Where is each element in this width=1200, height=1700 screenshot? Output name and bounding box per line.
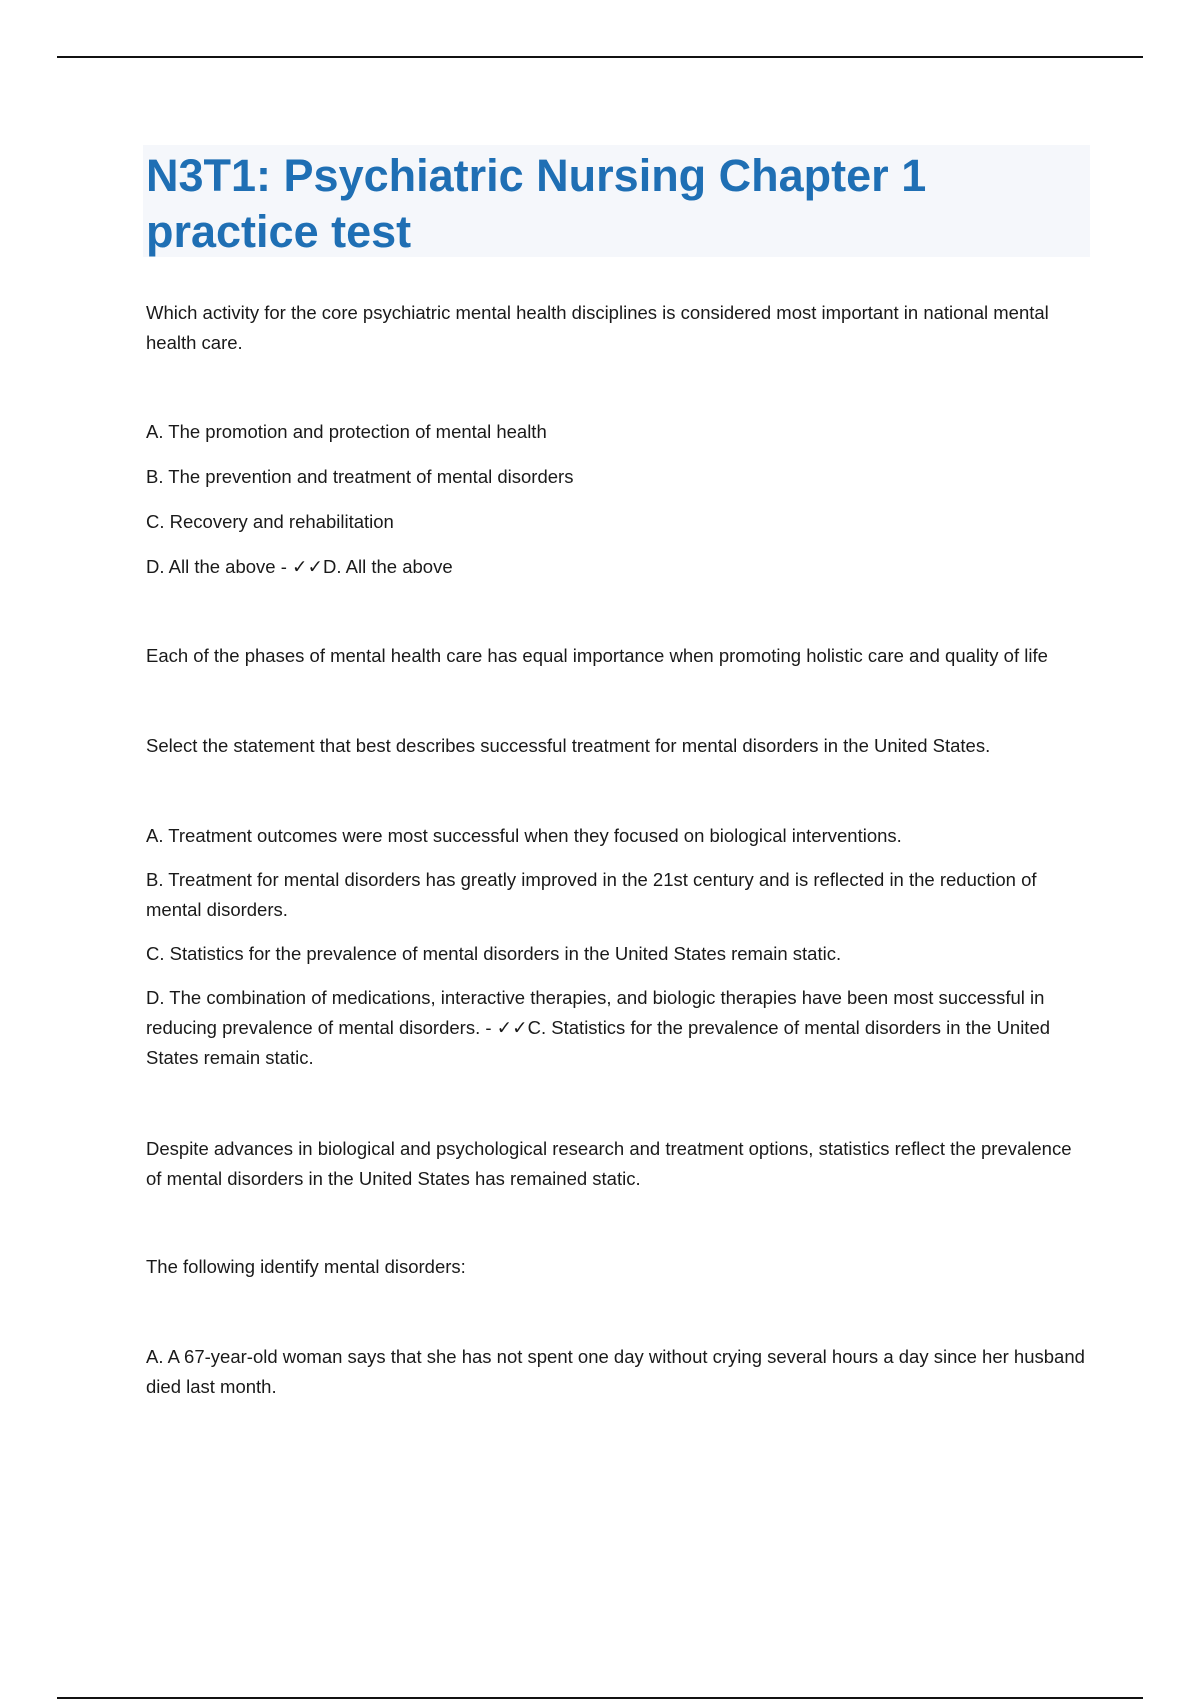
question-1-prompt: Which activity for the core psychiatric mental health disciplines is considered most important in national mental health care. [146,302,1049,353]
question-1-option-a: A. The promotion and protection of mental health [146,421,547,442]
header-rule [57,56,1143,58]
question-2-option-a: A. Treatment outcomes were most successful when they focused on biological interventions. [146,825,902,846]
question-2-prompt: Select the statement that best describes successful treatment for mental disorders in the United States. [146,735,991,756]
question-1-rationale: Each of the phases of mental health care has equal importance when promoting holistic care and quality of life [146,645,1048,666]
question-2-option-c: C. Statistics for the prevalence of mental disorders in the United States remain static. [146,943,842,964]
document-title: N3T1: Psychiatric Nursing Chapter 1 practice test [146,150,927,257]
question-2-option-b: B. Treatment for mental disorders has greatly improved in the 21st century and is reflected in the reduction of mental disorders. [146,869,1037,920]
question-2-rationale: Despite advances in biological and psychological research and treatment options, statistics reflect the prevalence of mental disorders in the United States has remained static. [146,1138,1072,1189]
question-3-option-a: A. A 67-year-old woman says that she has not spent one day without crying several hours a day since her husband died last month. [146,1346,1085,1397]
question-3-prompt: The following identify mental disorders: [146,1256,466,1277]
document-body [146,298,1091,1402]
footer-rule [57,1697,1143,1699]
question-1-option-c: C. Recovery and rehabilitation [146,511,394,532]
question-1-option-d-answer: D. All the above - ✓✓D. All the above [146,556,453,577]
question-2-options [146,821,1091,1073]
question-2-option-d-answer: D. The combination of medications, interactive therapies, and biologic therapies have been most successful in reducing prevalence of mental disorders. - ✓✓C. Statistics for the prevalence of mental disorders in the United States remain static. [146,987,1051,1068]
question-1-option-b: B. The prevention and treatment of mental disorders [146,466,574,487]
